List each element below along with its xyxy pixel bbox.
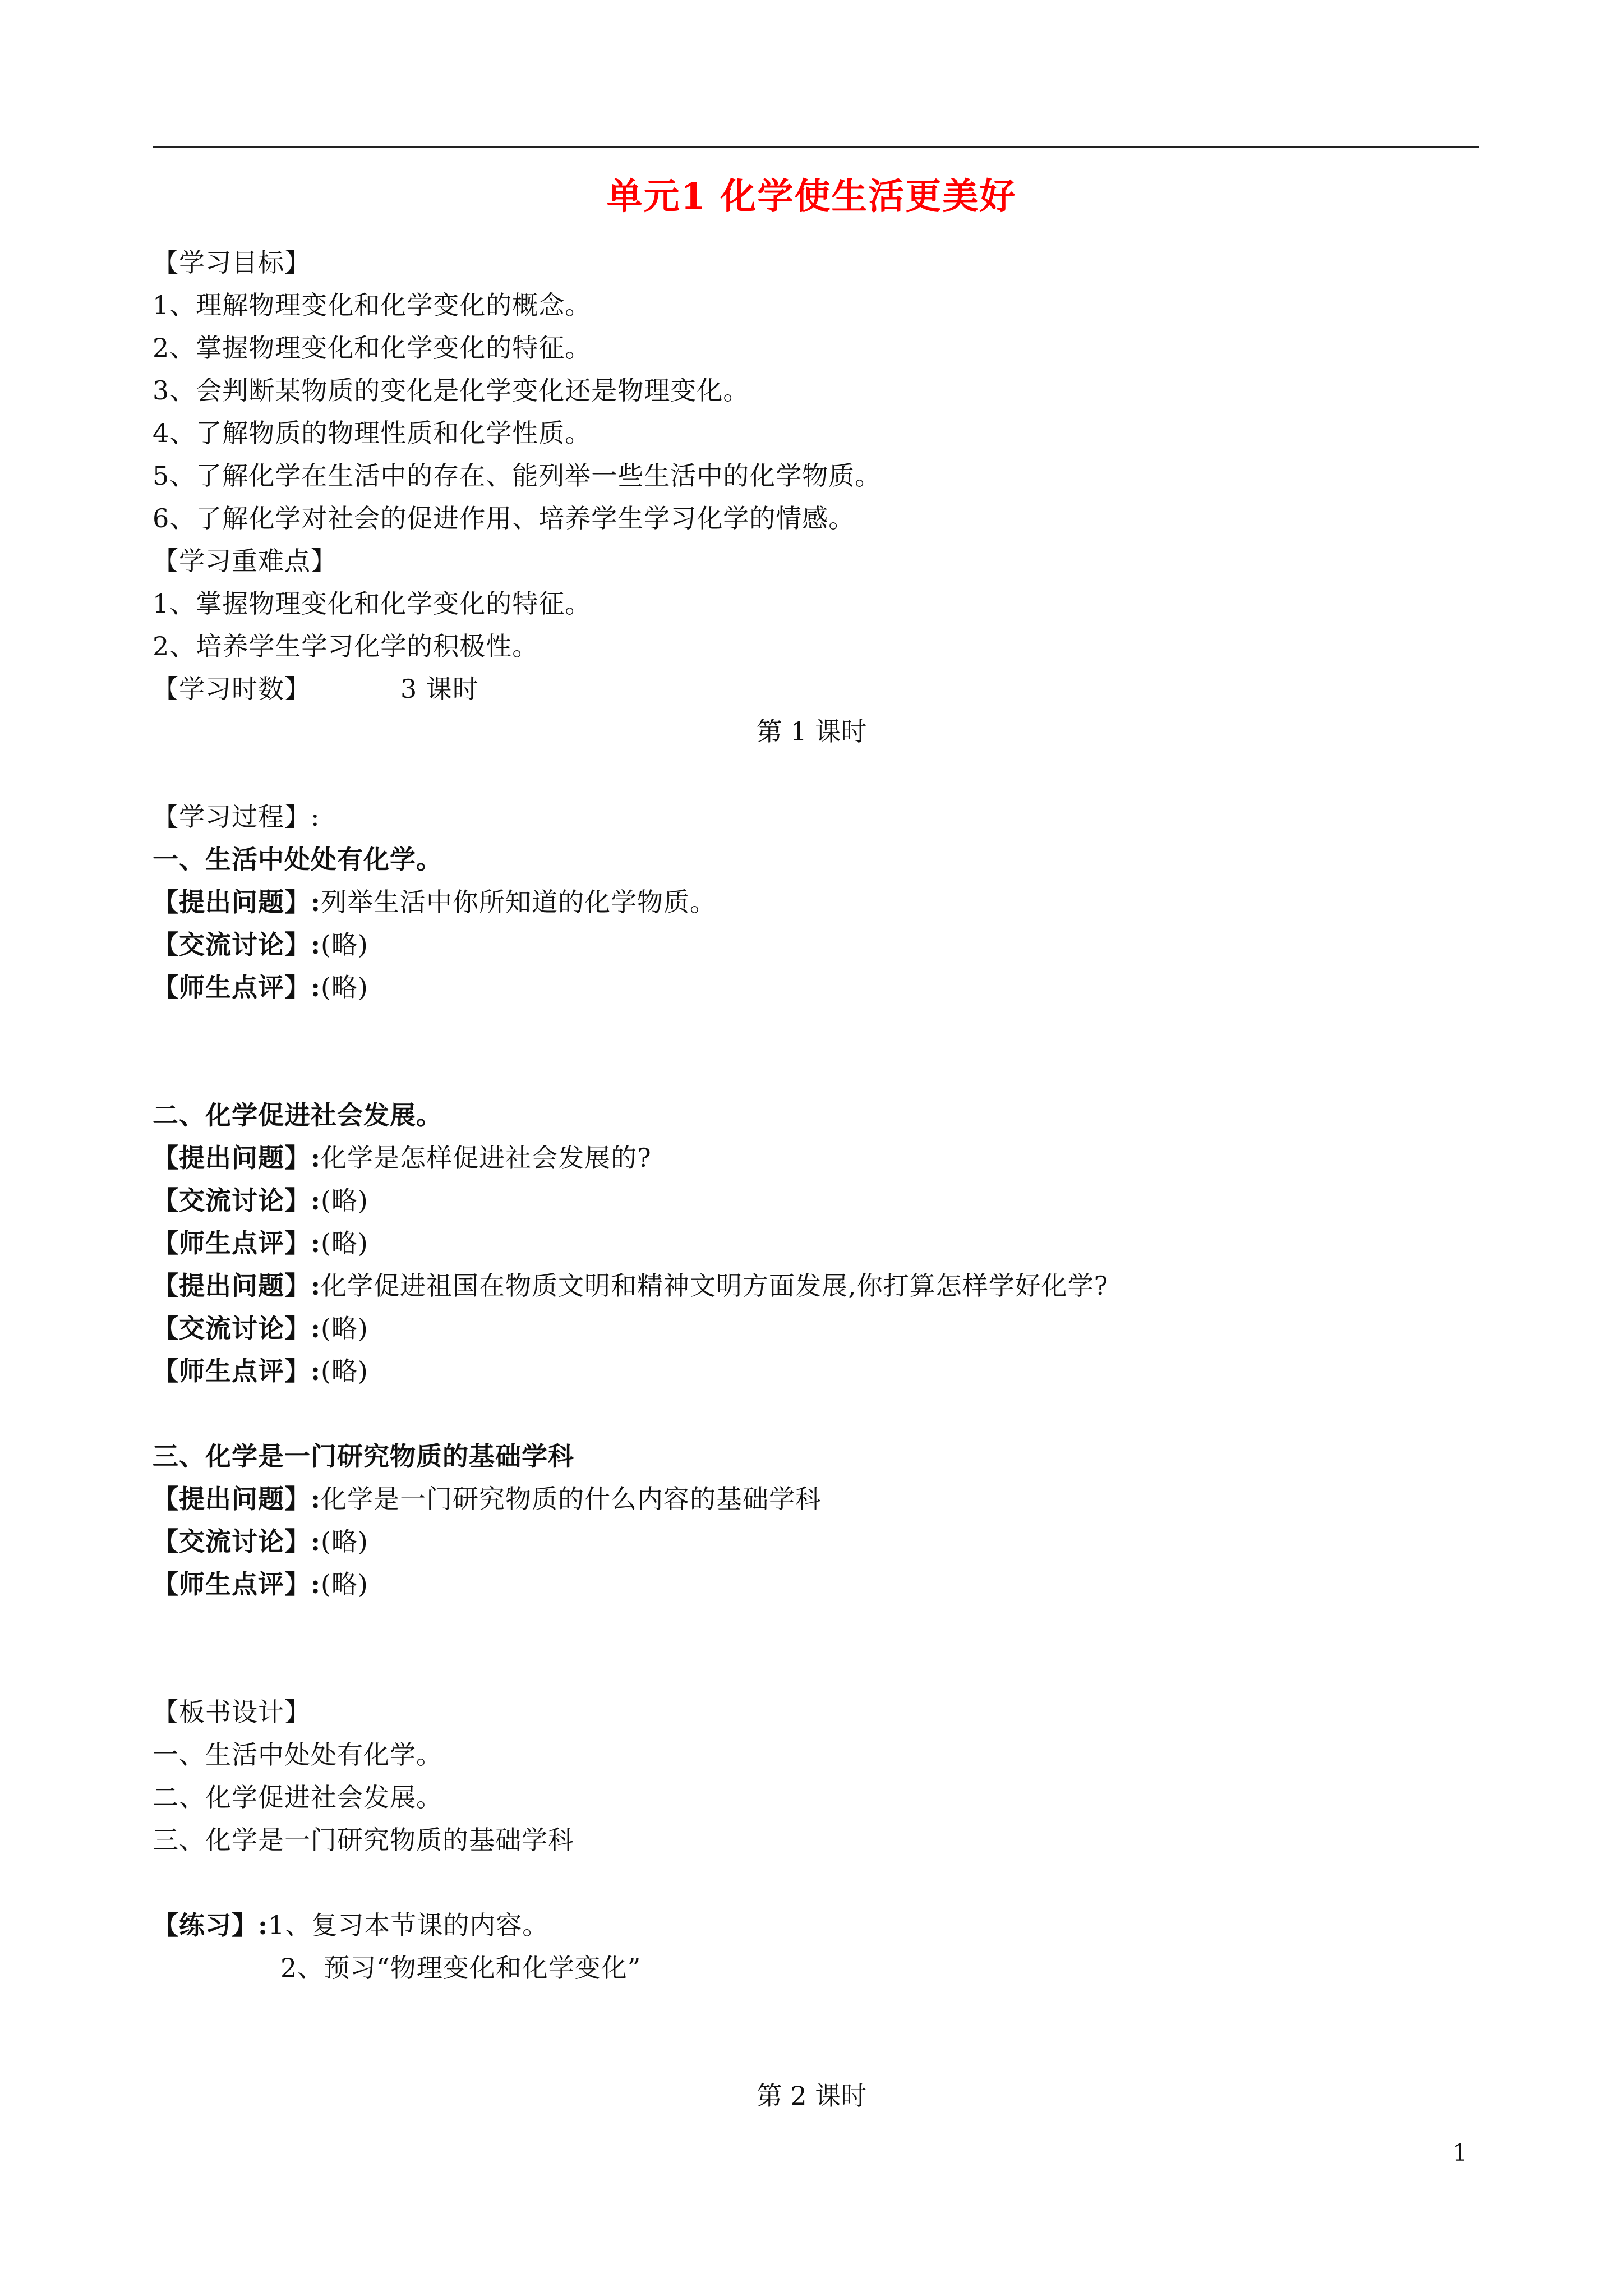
review-label: 【师生点评】:: [153, 1228, 321, 1258]
discussion-label: 【交流讨论】:: [153, 1313, 321, 1343]
study-hours-label: 【学习时数】: [153, 674, 311, 704]
exercise-label: 【练习】:: [153, 1910, 268, 1940]
review-text: (略): [320, 1569, 368, 1599]
exercise-item: 1、复习本节课的内容。: [268, 1910, 549, 1940]
study-hours-value: 3 课时: [400, 674, 479, 704]
exercise-item: 2、预习“物理变化和化学变化”: [280, 1953, 642, 1983]
exercise-line-1: [153, 1907, 548, 1943]
question-label: 【提出问题】:: [153, 1143, 321, 1173]
discussion-label: 【交流讨论】:: [153, 1526, 321, 1557]
process-heading: 【学习过程】:: [153, 802, 320, 832]
section-1-review: [153, 969, 368, 1005]
objective-item: 1、理解物理变化和化学变化的概念。: [153, 290, 592, 320]
question-text: 化学是怎样促进社会发展的?: [320, 1143, 652, 1173]
section-1-question: [153, 884, 716, 920]
section-3-discussion: [153, 1524, 368, 1559]
document-title: 单元1 化学使生活更美好: [606, 176, 1017, 218]
key-points-heading: 【学习重难点】: [153, 546, 337, 576]
board-item: 二、化学促进社会发展。: [153, 1782, 442, 1812]
review-label: 【师生点评】:: [153, 1356, 321, 1386]
section-3-question: [153, 1481, 822, 1517]
lesson-2-heading: 第 2 课时: [756, 2081, 867, 2111]
section-2-question: [153, 1140, 652, 1176]
section-3-title: 三、化学是一门研究物质的基础学科: [153, 1441, 574, 1471]
section-1-title: 一、生活中处处有化学。: [153, 844, 442, 875]
discussion-text: (略): [320, 930, 368, 960]
lesson-1-heading: 第 1 课时: [756, 716, 867, 747]
discussion-label: 【交流讨论】:: [153, 1185, 321, 1216]
objective-item: 5、了解化学在生活中的存在、能列举一些生活中的化学物质。: [153, 461, 882, 491]
key-point-item: 1、掌握物理变化和化学变化的特征。: [153, 588, 592, 619]
question-text: 化学促进祖国在物质文明和精神文明方面发展,你打算怎样学好化学?: [320, 1271, 1109, 1301]
board-item: 三、化学是一门研究物质的基础学科: [153, 1825, 574, 1855]
objectives-heading: 【学习目标】: [153, 247, 311, 278]
question-label: 【提出问题】:: [153, 1484, 321, 1514]
objective-item: 4、了解物质的物理性质和化学性质。: [153, 418, 592, 448]
key-point-item: 2、培养学生学习化学的积极性。: [153, 631, 539, 661]
question-label: 【提出问题】:: [153, 887, 321, 917]
section-2-title: 二、化学促进社会发展。: [153, 1100, 442, 1130]
board-item: 一、生活中处处有化学。: [153, 1740, 442, 1770]
study-hours: [153, 671, 479, 707]
section-2-review: [153, 1225, 368, 1261]
section-2-discussion-2: [153, 1310, 368, 1346]
review-text: (略): [320, 972, 368, 1002]
section-2-review-2: [153, 1353, 368, 1389]
discussion-label: 【交流讨论】:: [153, 930, 321, 960]
question-text: 化学是一门研究物质的什么内容的基础学科: [320, 1484, 822, 1514]
review-text: (略): [320, 1356, 368, 1386]
discussion-text: (略): [320, 1313, 368, 1343]
objective-item: 2、掌握物理变化和化学变化的特征。: [153, 333, 592, 363]
header-rule: [153, 146, 1479, 148]
section-2-discussion: [153, 1182, 368, 1218]
discussion-text: (略): [320, 1185, 368, 1216]
question-text: 列举生活中你所知道的化学物质。: [320, 887, 716, 917]
board-heading: 【板书设计】: [153, 1697, 311, 1727]
review-text: (略): [320, 1228, 368, 1258]
page-number: 1: [1453, 2139, 1468, 2166]
section-2-question-2: [153, 1268, 1108, 1304]
objective-item: 6、了解化学对社会的促进作用、培养学生学习化学的情感。: [153, 503, 855, 533]
review-label: 【师生点评】:: [153, 972, 321, 1002]
question-label: 【提出问题】:: [153, 1271, 321, 1301]
section-3-review: [153, 1566, 368, 1602]
objective-item: 3、会判断某物质的变化是化学变化还是物理变化。: [153, 375, 750, 406]
review-label: 【师生点评】:: [153, 1569, 321, 1599]
section-1-discussion: [153, 927, 368, 963]
discussion-text: (略): [320, 1526, 368, 1557]
